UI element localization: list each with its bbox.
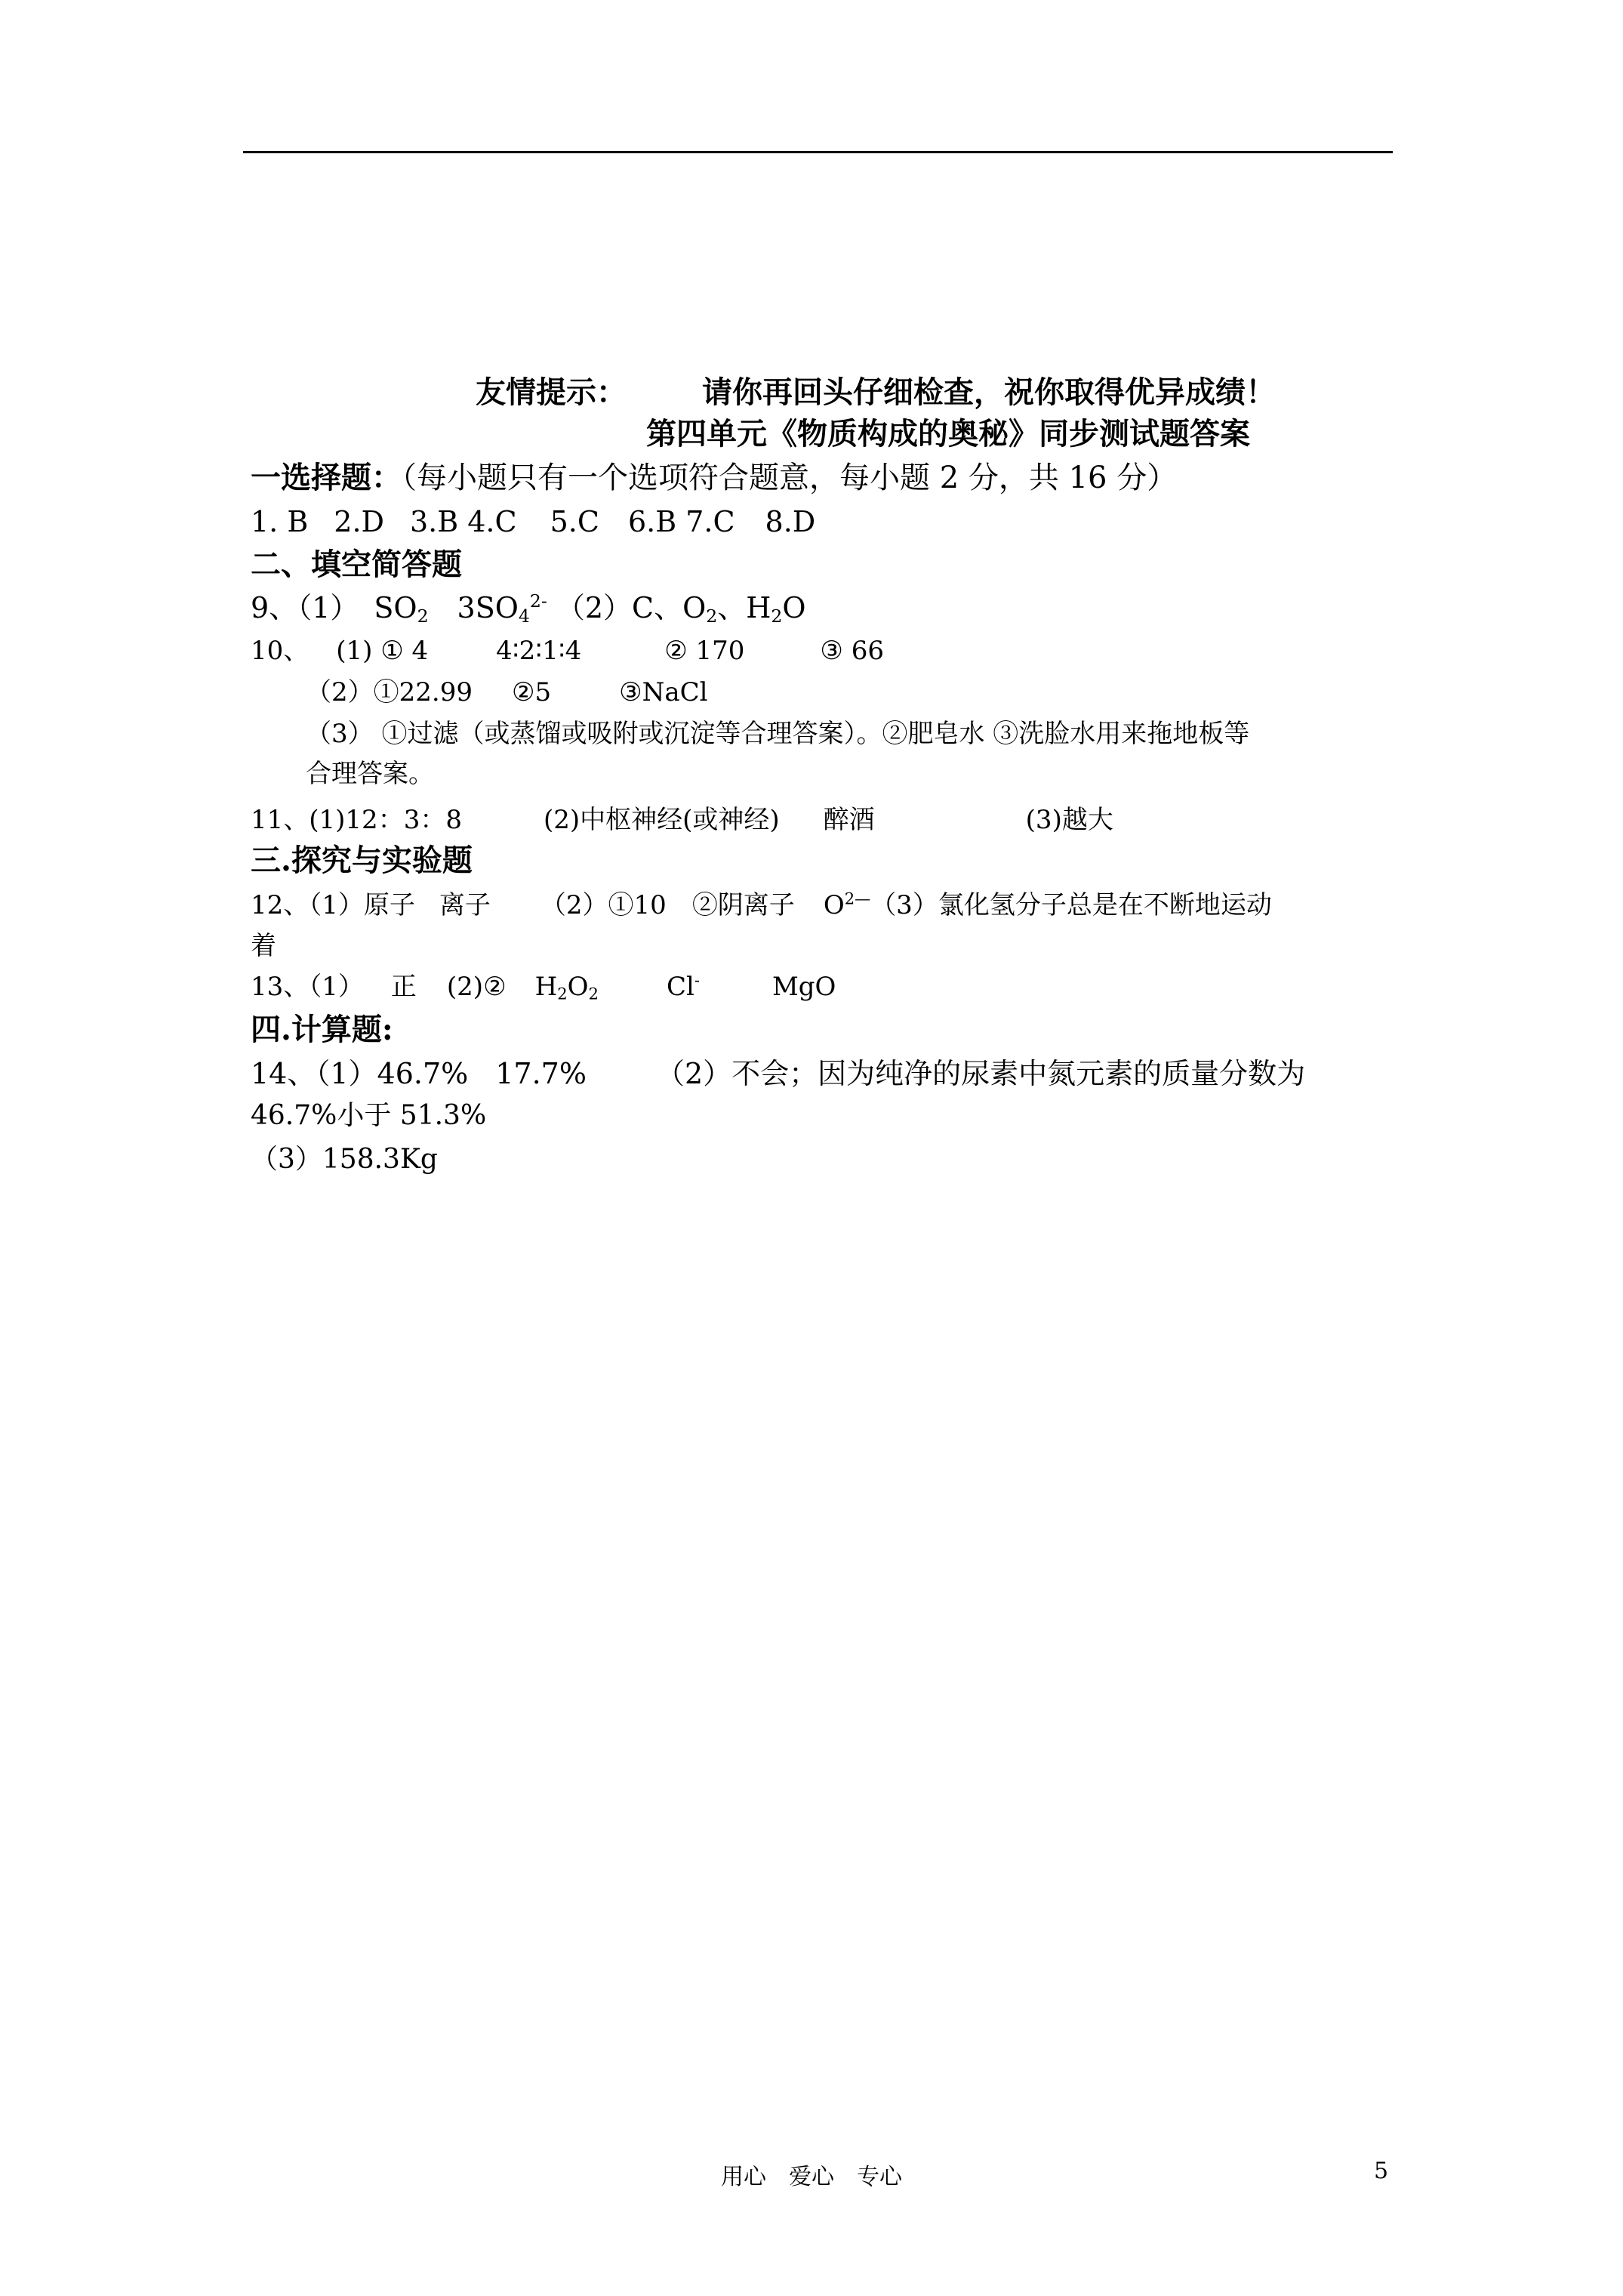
q13-answer1: 正 [390,972,417,1002]
q14-part2: （2）不会；因为纯净的尿素中氮元素的质量分数为 [655,1057,1306,1090]
document-title: 第四单元《物质构成的奥秘》同步测试题答案 [646,416,1250,451]
q9-line [251,590,806,627]
q11-part1: (1)12：3：8 [309,805,462,835]
tip-label: 友情提示： [476,374,627,410]
q14-part1-a: 14、（1）46.7% [251,1057,469,1090]
q12-part2-a: （2）①10 [540,890,667,920]
q10-part1: (1) ① 4 [336,636,429,666]
q10-answer3: ③ 66 [820,636,884,666]
q10-line3: （3） ①过滤（或蒸馏或吸附或沉淀等合理答案）。②肥皂水 ③洗脸水用来拖地板等 [306,719,1250,749]
q12-part1-b: 离子 [439,890,491,920]
q13-mgo: MgO [771,972,836,1002]
q13-line [251,970,836,1003]
q10-line4: 合理答案。 [306,759,434,789]
answer-5: 5.C [550,505,599,538]
page-number: 5 [1374,2158,1389,2184]
section1-answers [251,507,815,536]
q14-line1 [251,1059,1305,1088]
q9-part1-label: （1） [297,591,359,624]
q11-part2b: 醉酒 [823,805,875,835]
q10-part2-answer1: （2）①22.99 [306,677,473,707]
q10-ratio: 4∶2∶1∶4 [496,636,582,666]
q9-so2: $SO_2$ [374,591,429,627]
q12-part3: （3）氯化氢分子总是在不断地运动 [870,890,1272,920]
q9-so4: $3SO_4^{2-}$ [457,590,547,627]
q13-part1: 13、（1） [251,972,364,1002]
q13-chloride: Cl- [666,970,700,1002]
tip-text: 请你再回头仔细检查，祝你取得优异成绩！ [702,374,1276,410]
q12-line2: 着 [251,931,276,961]
q12-part1-a: 12、（1）原子 [251,890,415,920]
section3-heading: 三.探究与实验题 [251,843,473,878]
section1-line [251,460,1178,495]
section1-note: （每小题只有一个选项符合题意，每小题 2 分，共 16 分） [402,461,1178,495]
q13-part2: (2)② [446,972,507,1002]
q14-part1-b: 17.7% [495,1057,587,1090]
q10-part2-answer2: ②5 [511,677,552,707]
q11-part3: (3)越大 [1025,805,1113,835]
answer-8: 8.D [765,505,816,538]
tip-line [476,374,1276,410]
q14-line3: （3）158.3Kg [251,1144,438,1175]
q13-h2o2: $H_2O_2$ [534,972,599,1003]
q10-answer2: ② 170 [664,636,745,666]
q11-line [251,807,1113,833]
answer-3-4: 3.B 4.C [410,505,517,538]
section4-heading: 四.计算题: [251,1012,393,1047]
q12-oxygen-ion: $O^{2—}$ [823,889,871,920]
answer-1: 1. B [251,505,309,538]
q11-number: 11、 [251,805,310,835]
q10-line1 [251,638,884,664]
answer-6-7: 6.B 7.C [627,505,735,538]
answer-2: 2.D [334,505,384,538]
q11-part2: (2)中枢神经(或神经) [543,805,780,835]
section2-heading: 二、填空简答题 [251,547,462,582]
q10-line2 [306,677,708,707]
q10-part2-answer3: ③NaCl [619,677,708,707]
q10-number: 10、 [251,636,310,666]
q14-line2: 46.7%小于 51.3% [251,1100,487,1131]
section1-heading: 一选择题： [251,460,402,495]
q9-number: 9、 [251,591,298,624]
header-rule [243,151,1393,153]
q12-part2-b: ②阴离子 [691,890,795,920]
q9-part2: （2）C、$O_2$、$H_2O$ [556,591,806,627]
footer-slogan: 用心 爱心 专心 [721,2164,902,2190]
q12-line1 [251,889,1272,920]
